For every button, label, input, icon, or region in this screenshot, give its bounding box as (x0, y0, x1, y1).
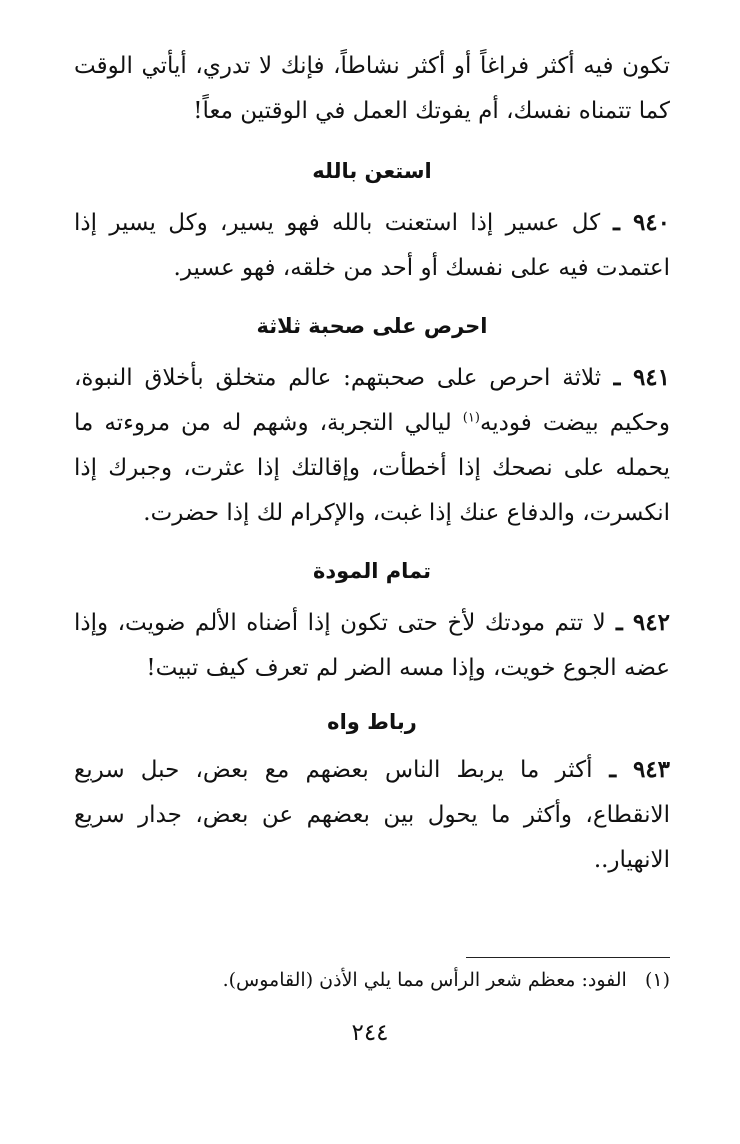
intro-paragraph: تكون فيه أكثر فراغاً أو أكثر نشاطاً، فإنك لا تدري، أيأتي الوقت كما تتمناه نفسك، أم يفوتك العمل في الوقتين معاً! (74, 53, 670, 124)
section-heading-941: احرص على صحبة ثلاثة (256, 314, 488, 338)
paragraph-940 (74, 200, 670, 291)
paragraph-text-943: أكثر ما يربط الناس بعضهم مع بعض، حبل سريع الانقطاع، وأكثر ما يحول بين بعضهم عن بعض، جدار سريع الانهيار.. (74, 757, 670, 873)
item-dash: ـ (601, 364, 633, 391)
paragraph-941 (74, 355, 670, 536)
section-heading-943: رباط واه (327, 710, 417, 734)
paragraph-text-941-a: ثلاثة احرص على صحبتهم: عالم متخلق بأخلاق النبوة، وحكيم بيضت فوديه (74, 365, 670, 436)
footnote-divider (466, 957, 670, 958)
paragraph-943 (74, 747, 670, 883)
paragraph-text-940: كل عسير إذا استعنت بالله فهو يسير، وكل يسير إذا اعتمدت فيه على نفسك أو أحد من خلقه، فهو عسير. (74, 210, 670, 281)
item-number-942: ٩٤٢ (632, 609, 670, 636)
item-dash: ـ (592, 756, 633, 783)
footnote-text: الفود: معظم شعر الرأس مما يلي الأذن (القاموس). (222, 969, 627, 991)
item-dash: ـ (605, 609, 633, 636)
page-number: ٢٤٤ (351, 1020, 389, 1046)
paragraph-text-941-b: ليالي التجربة، وشهم له من مروءته ما يحمله على نصحك إذا أخطأت، وإقالتك إذا عثرت، وجبرك إذا انكسرت، والدفاع عنك إذا غبت، والإكرام لك إذا حضرت. (74, 410, 670, 526)
item-number-943: ٩٤٣ (632, 756, 670, 783)
footnote-marker: (١) (644, 969, 670, 991)
item-number-941: ٩٤١ (632, 364, 670, 391)
paragraph-text-942: لا تتم مودتك لأخ حتى تكون إذا أضناه الألم ضويت، وإذا عضه الجوع خويت، وإذا مسه الضر لم تعرف كيف تبيت! (74, 610, 670, 681)
footnote (74, 966, 670, 994)
section-heading-940: استعن بالله (312, 159, 432, 183)
footnote-reference[interactable]: (١) (462, 410, 480, 426)
section-heading-942: تمام المودة (312, 559, 432, 583)
item-number-940: ٩٤٠ (632, 209, 670, 236)
page-body (74, 44, 670, 883)
paragraph-942 (74, 600, 670, 691)
item-dash: ـ (600, 209, 633, 236)
